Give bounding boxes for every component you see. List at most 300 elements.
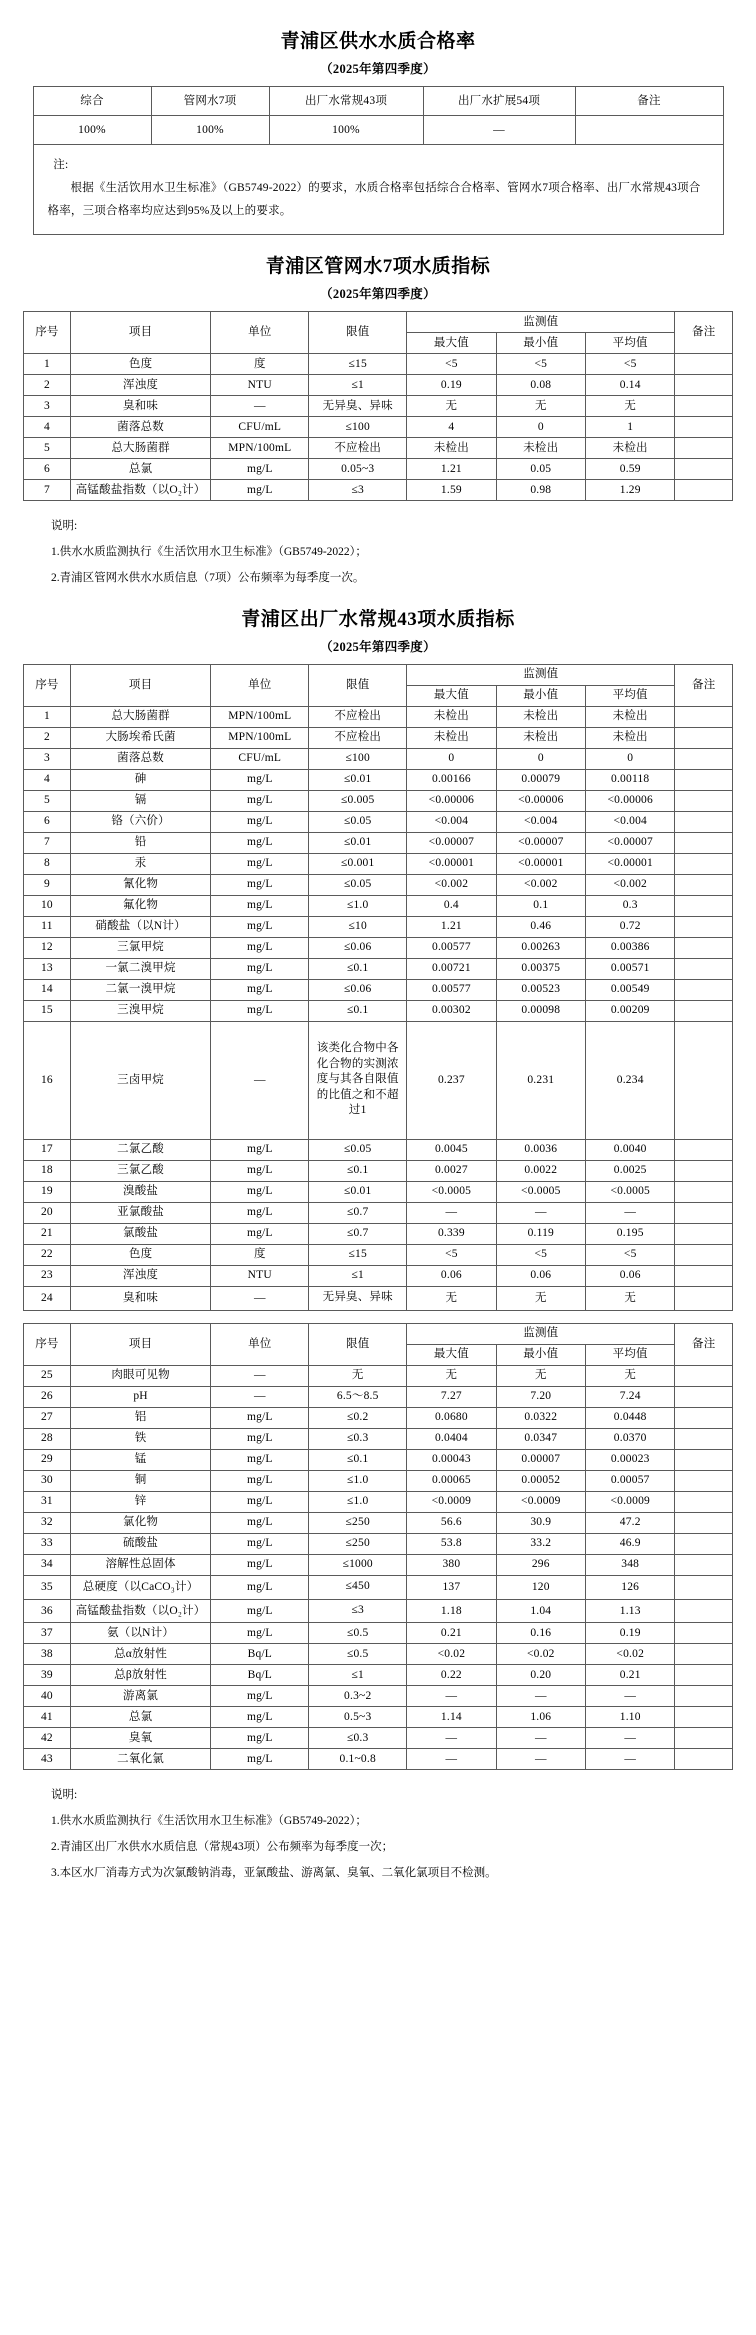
cell-no: 1 <box>24 706 71 727</box>
cell-no: 3 <box>24 748 71 769</box>
cell-min: 0.20 <box>496 1665 585 1686</box>
cell-remark <box>675 1202 733 1223</box>
table-row <box>24 1265 733 1286</box>
cell-unit: mg/L <box>211 1181 309 1202</box>
table-body <box>24 354 733 501</box>
table-header-row <box>24 664 733 685</box>
cell-min: 0.08 <box>496 375 585 396</box>
cell-unit: mg/L <box>211 1707 309 1728</box>
cell-no: 12 <box>24 937 71 958</box>
cell-max: 0.00166 <box>407 769 496 790</box>
cell-no: 27 <box>24 1407 71 1428</box>
col-header-limit: 限值 <box>309 664 407 706</box>
cell-avg: 0.0025 <box>586 1160 675 1181</box>
cell-limit: 0.3~2 <box>309 1686 407 1707</box>
cell-unit: mg/L <box>211 1428 309 1449</box>
cell-limit: ≤0.06 <box>309 979 407 1000</box>
cell-limit: 6.5～8.5 <box>309 1386 407 1407</box>
col-header-remark: 备注 <box>675 312 733 354</box>
cell-avg: 无 <box>586 1365 675 1386</box>
cell-avg: 无 <box>586 396 675 417</box>
cell-item: 氯化物 <box>70 1512 211 1533</box>
cell-unit: mg/L <box>211 1407 309 1428</box>
cell-no: 1 <box>24 354 71 375</box>
cell-item: 氟化物 <box>70 895 211 916</box>
cell-min: 0.00523 <box>496 979 585 1000</box>
cell-max: — <box>407 1749 496 1770</box>
cell-min: 0.00375 <box>496 958 585 979</box>
cell-avg: — <box>586 1202 675 1223</box>
cell-max: 56.6 <box>407 1512 496 1533</box>
col-header-pipe-network-7: 管网水7项 <box>151 87 269 116</box>
cell-remark <box>675 1428 733 1449</box>
table-body <box>24 706 733 1310</box>
cell-item: 锌 <box>70 1491 211 1512</box>
cell-max: 53.8 <box>407 1533 496 1554</box>
cell-limit: ≤0.01 <box>309 769 407 790</box>
table-row <box>24 916 733 937</box>
cell-unit: — <box>211 1365 309 1386</box>
cell-unit: NTU <box>211 1265 309 1286</box>
cell-min: 0.98 <box>496 480 585 501</box>
section2-period: （2025年第四季度） <box>320 287 436 301</box>
cell-limit: ≤0.05 <box>309 1139 407 1160</box>
cell-unit: — <box>211 1286 309 1310</box>
cell-avg: 0.0448 <box>586 1407 675 1428</box>
section-pipe-network-7 <box>0 251 756 592</box>
section3-note-3: 3.本区水厂消毒方式为次氯酸钠消毒，亚氯酸盐、游离氯、臭氧、二氧化氯项目不检测。 <box>51 1867 497 1880</box>
table-row <box>24 706 733 727</box>
cell-no: 29 <box>24 1449 71 1470</box>
cell-unit: Bq/L <box>211 1644 309 1665</box>
table-row <box>24 1491 733 1512</box>
table-row <box>24 396 733 417</box>
value-effluent-54: — <box>423 116 575 145</box>
value-pipe-network-7: 100% <box>151 116 269 145</box>
cell-item: 砷 <box>70 769 211 790</box>
cell-min: 120 <box>496 1575 585 1599</box>
table-row <box>24 1386 733 1407</box>
col-header-effluent-54: 出厂水扩展54项 <box>423 87 575 116</box>
col-header-avg: 平均值 <box>586 1344 675 1365</box>
cell-item: 硫酸盐 <box>70 1533 211 1554</box>
cell-avg: 0.14 <box>586 375 675 396</box>
cell-no: 21 <box>24 1223 71 1244</box>
section3-period: （2025年第四季度） <box>320 639 436 654</box>
section2-title: 青浦区管网水7项水质指标 <box>265 256 491 277</box>
cell-avg: 无 <box>586 1286 675 1310</box>
cell-min: 0.0036 <box>496 1139 585 1160</box>
cell-limit: ≤100 <box>309 748 407 769</box>
cell-item: 二氯一溴甲烷 <box>70 979 211 1000</box>
table-row <box>24 1021 733 1139</box>
cell-max: <0.00006 <box>407 790 496 811</box>
cell-limit: ≤0.5 <box>309 1623 407 1644</box>
cell-avg: 1 <box>586 417 675 438</box>
col-header-item: 项目 <box>70 664 211 706</box>
cell-max: 0.19 <box>407 375 496 396</box>
cell-min: — <box>496 1749 585 1770</box>
cell-remark <box>675 1265 733 1286</box>
cell-unit: 度 <box>211 354 309 375</box>
table-row <box>24 1533 733 1554</box>
cell-limit: ≤0.5 <box>309 1644 407 1665</box>
cell-item: 臭氧 <box>70 1728 211 1749</box>
cell-item: 汞 <box>70 853 211 874</box>
cell-no: 32 <box>24 1512 71 1533</box>
cell-limit: ≤1.0 <box>309 1491 407 1512</box>
col-header-item: 项目 <box>70 312 211 354</box>
cell-no: 3 <box>24 396 71 417</box>
cell-unit: Bq/L <box>211 1665 309 1686</box>
section1-note-label: 注: <box>53 159 69 171</box>
col-header-avg: 平均值 <box>586 333 675 354</box>
cell-unit: mg/L <box>211 1202 309 1223</box>
cell-no: 39 <box>24 1665 71 1686</box>
cell-avg: 0.00057 <box>586 1470 675 1491</box>
cell-item: 肉眼可见物 <box>70 1365 211 1386</box>
cell-min: 未检出 <box>496 727 585 748</box>
cell-remark <box>675 958 733 979</box>
section3-notes-label: 说明: <box>51 1789 78 1802</box>
cell-avg: 0 <box>586 748 675 769</box>
table-row <box>24 790 733 811</box>
cell-item: 浑浊度 <box>70 1265 211 1286</box>
cell-limit: 0.05~3 <box>309 459 407 480</box>
cell-limit: ≤0.01 <box>309 832 407 853</box>
col-header-limit: 限值 <box>309 1323 407 1365</box>
cell-avg: 未检出 <box>586 438 675 459</box>
cell-no: 5 <box>24 438 71 459</box>
cell-min: 无 <box>496 1286 585 1310</box>
cell-no: 8 <box>24 853 71 874</box>
cell-unit: mg/L <box>211 1491 309 1512</box>
cell-unit: mg/L <box>211 979 309 1000</box>
cell-max: — <box>407 1728 496 1749</box>
cell-remark <box>675 916 733 937</box>
cell-max: 0.339 <box>407 1223 496 1244</box>
col-header-unit: 单位 <box>211 312 309 354</box>
table-row <box>24 1665 733 1686</box>
col-header-no: 序号 <box>24 312 71 354</box>
cell-limit: ≤0.05 <box>309 811 407 832</box>
cell-remark <box>675 1749 733 1770</box>
cell-min: 1.06 <box>496 1707 585 1728</box>
cell-unit: — <box>211 1386 309 1407</box>
cell-no: 6 <box>24 459 71 480</box>
cell-no: 23 <box>24 1265 71 1286</box>
cell-max: — <box>407 1202 496 1223</box>
cell-no: 30 <box>24 1470 71 1491</box>
effluent-43-indicator-table-part2 <box>23 1323 733 1771</box>
cell-max: 1.18 <box>407 1599 496 1623</box>
cell-unit: CFU/mL <box>211 748 309 769</box>
col-header-item: 项目 <box>70 1323 211 1365</box>
table-row <box>24 1644 733 1665</box>
cell-limit: ≤0.1 <box>309 958 407 979</box>
cell-item: 色度 <box>70 354 211 375</box>
cell-remark <box>675 1665 733 1686</box>
cell-limit: ≤10 <box>309 916 407 937</box>
cell-max: 0.00577 <box>407 979 496 1000</box>
cell-avg: <0.004 <box>586 811 675 832</box>
cell-limit: ≤15 <box>309 1244 407 1265</box>
table-row <box>24 1749 733 1770</box>
cell-max: <0.00001 <box>407 853 496 874</box>
cell-remark <box>675 1286 733 1310</box>
cell-avg: 47.2 <box>586 1512 675 1533</box>
cell-limit: ≤0.01 <box>309 1181 407 1202</box>
table-row <box>24 748 733 769</box>
section3-notes <box>33 1783 723 1887</box>
cell-max: 0.00065 <box>407 1470 496 1491</box>
table-row <box>24 1160 733 1181</box>
cell-remark <box>675 480 733 501</box>
table-row <box>24 1599 733 1623</box>
cell-remark <box>675 1707 733 1728</box>
table-row <box>24 1428 733 1449</box>
cell-no: 28 <box>24 1428 71 1449</box>
cell-item: 臭和味 <box>70 1286 211 1310</box>
cell-avg: 0.00209 <box>586 1000 675 1021</box>
table-row <box>24 727 733 748</box>
cell-limit: ≤0.05 <box>309 874 407 895</box>
cell-no: 15 <box>24 1000 71 1021</box>
col-header-comprehensive: 综合 <box>33 87 151 116</box>
col-header-effluent-43: 出厂水常规43项 <box>269 87 423 116</box>
cell-avg: <0.02 <box>586 1644 675 1665</box>
table-row <box>24 1575 733 1599</box>
col-header-monitor-value: 监测值 <box>407 1323 675 1344</box>
cell-max: — <box>407 1686 496 1707</box>
cell-unit: mg/L <box>211 1449 309 1470</box>
cell-remark <box>675 1365 733 1386</box>
cell-no: 7 <box>24 480 71 501</box>
cell-limit: ≤0.1 <box>309 1449 407 1470</box>
cell-max: <0.002 <box>407 874 496 895</box>
cell-no: 20 <box>24 1202 71 1223</box>
cell-limit: ≤1 <box>309 1265 407 1286</box>
cell-no: 35 <box>24 1575 71 1599</box>
cell-limit: 无异臭、异味 <box>309 396 407 417</box>
cell-min: 0.00007 <box>496 1449 585 1470</box>
cell-item: 氨（以N计） <box>70 1623 211 1644</box>
table-row <box>24 1407 733 1428</box>
table-row <box>24 1449 733 1470</box>
col-header-remark: 备注 <box>675 1323 733 1365</box>
cell-remark <box>675 937 733 958</box>
cell-remark <box>675 438 733 459</box>
cell-max: 0.00721 <box>407 958 496 979</box>
cell-max: 未检出 <box>407 706 496 727</box>
cell-no: 5 <box>24 790 71 811</box>
cell-limit: ≤0.3 <box>309 1428 407 1449</box>
cell-item: 铬（六价） <box>70 811 211 832</box>
cell-item: 二氧化氯 <box>70 1749 211 1770</box>
cell-item: 铁 <box>70 1428 211 1449</box>
cell-min: — <box>496 1202 585 1223</box>
cell-unit: NTU <box>211 375 309 396</box>
cell-remark <box>675 417 733 438</box>
cell-no: 31 <box>24 1491 71 1512</box>
cell-item: 游离氯 <box>70 1686 211 1707</box>
cell-unit: MPN/100mL <box>211 727 309 748</box>
cell-unit: mg/L <box>211 1599 309 1623</box>
cell-limit: ≤250 <box>309 1512 407 1533</box>
cell-limit: 无 <box>309 1365 407 1386</box>
cell-avg: <0.00007 <box>586 832 675 853</box>
cell-avg: 未检出 <box>586 706 675 727</box>
section3-note-2: 2.青浦区出厂水供水水质信息（常规43项）公布频率为每季度一次； <box>51 1841 394 1854</box>
cell-item: 总氯 <box>70 1707 211 1728</box>
col-header-max: 最大值 <box>407 1344 496 1365</box>
value-remark <box>575 116 723 145</box>
cell-avg: 0.00023 <box>586 1449 675 1470</box>
col-header-avg: 平均值 <box>586 685 675 706</box>
cell-item: 高锰酸盐指数（以O₂计） <box>70 1599 211 1623</box>
cell-remark <box>675 706 733 727</box>
cell-remark <box>675 979 733 1000</box>
table-row <box>24 417 733 438</box>
col-header-max: 最大值 <box>407 685 496 706</box>
cell-limit: 0.1~0.8 <box>309 1749 407 1770</box>
cell-item: 一氯二溴甲烷 <box>70 958 211 979</box>
section2-notes-label: 说明: <box>51 520 78 532</box>
table-row <box>24 1286 733 1310</box>
cell-limit: ≤15 <box>309 354 407 375</box>
cell-item: 总大肠菌群 <box>70 706 211 727</box>
value-comprehensive: 100% <box>33 116 151 145</box>
cell-avg: 0.00549 <box>586 979 675 1000</box>
cell-avg: 0.19 <box>586 1623 675 1644</box>
table-row <box>24 832 733 853</box>
cell-remark <box>675 811 733 832</box>
cell-max: 4 <box>407 417 496 438</box>
cell-remark <box>675 1244 733 1265</box>
cell-min: 0.00263 <box>496 937 585 958</box>
cell-no: 18 <box>24 1160 71 1181</box>
cell-item: 菌落总数 <box>70 417 211 438</box>
table-row <box>24 1512 733 1533</box>
cell-avg: <5 <box>586 354 675 375</box>
cell-remark <box>675 375 733 396</box>
cell-item: pH <box>70 1386 211 1407</box>
cell-no: 41 <box>24 1707 71 1728</box>
cell-max: 0.21 <box>407 1623 496 1644</box>
cell-unit: — <box>211 1021 309 1139</box>
cell-avg: — <box>586 1728 675 1749</box>
cell-max: 380 <box>407 1554 496 1575</box>
cell-max: 0.0404 <box>407 1428 496 1449</box>
cell-max: 1.14 <box>407 1707 496 1728</box>
cell-no: 13 <box>24 958 71 979</box>
col-header-remark: 备注 <box>675 664 733 706</box>
cell-no: 2 <box>24 727 71 748</box>
cell-avg: 0.00386 <box>586 937 675 958</box>
cell-max: <0.00007 <box>407 832 496 853</box>
cell-no: 26 <box>24 1386 71 1407</box>
cell-remark <box>675 832 733 853</box>
cell-no: 16 <box>24 1021 71 1139</box>
cell-avg: 348 <box>586 1554 675 1575</box>
cell-min: <5 <box>496 1244 585 1265</box>
cell-avg: 0.21 <box>586 1665 675 1686</box>
cell-limit: 0.5~3 <box>309 1707 407 1728</box>
cell-min: <0.002 <box>496 874 585 895</box>
section3-title: 青浦区出厂水常规43项水质指标 <box>241 608 515 630</box>
cell-unit: mg/L <box>211 480 309 501</box>
cell-remark <box>675 1533 733 1554</box>
cell-min: 0 <box>496 748 585 769</box>
cell-min: 未检出 <box>496 438 585 459</box>
cell-item: 铜 <box>70 1470 211 1491</box>
cell-unit: mg/L <box>211 832 309 853</box>
cell-avg: — <box>586 1686 675 1707</box>
cell-remark <box>675 1686 733 1707</box>
table-row <box>24 1623 733 1644</box>
cell-limit: ≤1 <box>309 1665 407 1686</box>
cell-max: 1.21 <box>407 459 496 480</box>
cell-min: 0.231 <box>496 1021 585 1139</box>
table-row <box>24 1470 733 1491</box>
cell-min: — <box>496 1686 585 1707</box>
cell-remark <box>675 727 733 748</box>
cell-min: 0.05 <box>496 459 585 480</box>
cell-unit: mg/L <box>211 1000 309 1021</box>
col-header-max: 最大值 <box>407 333 496 354</box>
cell-limit: ≤0.06 <box>309 937 407 958</box>
cell-unit: mg/L <box>211 1160 309 1181</box>
cell-no: 9 <box>24 874 71 895</box>
cell-remark <box>675 1512 733 1533</box>
cell-no: 2 <box>24 375 71 396</box>
qualification-rate-table <box>33 86 724 235</box>
cell-max: 0.00577 <box>407 937 496 958</box>
cell-remark <box>675 459 733 480</box>
cell-max: 0.06 <box>407 1265 496 1286</box>
cell-item: 三氯甲烷 <box>70 937 211 958</box>
table-row <box>24 480 733 501</box>
table-row <box>24 1223 733 1244</box>
cell-item: 三溴甲烷 <box>70 1000 211 1021</box>
cell-item: 铅 <box>70 832 211 853</box>
cell-no: 7 <box>24 832 71 853</box>
cell-unit: mg/L <box>211 1686 309 1707</box>
cell-remark <box>675 1728 733 1749</box>
cell-avg: 0.3 <box>586 895 675 916</box>
cell-max: 1.21 <box>407 916 496 937</box>
cell-min: 0.46 <box>496 916 585 937</box>
cell-limit: ≤3 <box>309 1599 407 1623</box>
cell-remark <box>675 1449 733 1470</box>
cell-remark <box>675 1554 733 1575</box>
cell-max: 0.0680 <box>407 1407 496 1428</box>
cell-unit: — <box>211 396 309 417</box>
cell-max: 0.00302 <box>407 1000 496 1021</box>
pipe-network-7-indicator-table <box>23 311 733 501</box>
cell-limit: ≤250 <box>309 1533 407 1554</box>
cell-min: <0.0009 <box>496 1491 585 1512</box>
cell-max: <0.0009 <box>407 1491 496 1512</box>
cell-limit: ≤0.1 <box>309 1160 407 1181</box>
cell-min: 0.0022 <box>496 1160 585 1181</box>
col-header-min: 最小值 <box>496 333 585 354</box>
table-row <box>24 1707 733 1728</box>
table-row <box>24 895 733 916</box>
cell-item: 总α放射性 <box>70 1644 211 1665</box>
cell-item: 总氯 <box>70 459 211 480</box>
cell-no: 17 <box>24 1139 71 1160</box>
